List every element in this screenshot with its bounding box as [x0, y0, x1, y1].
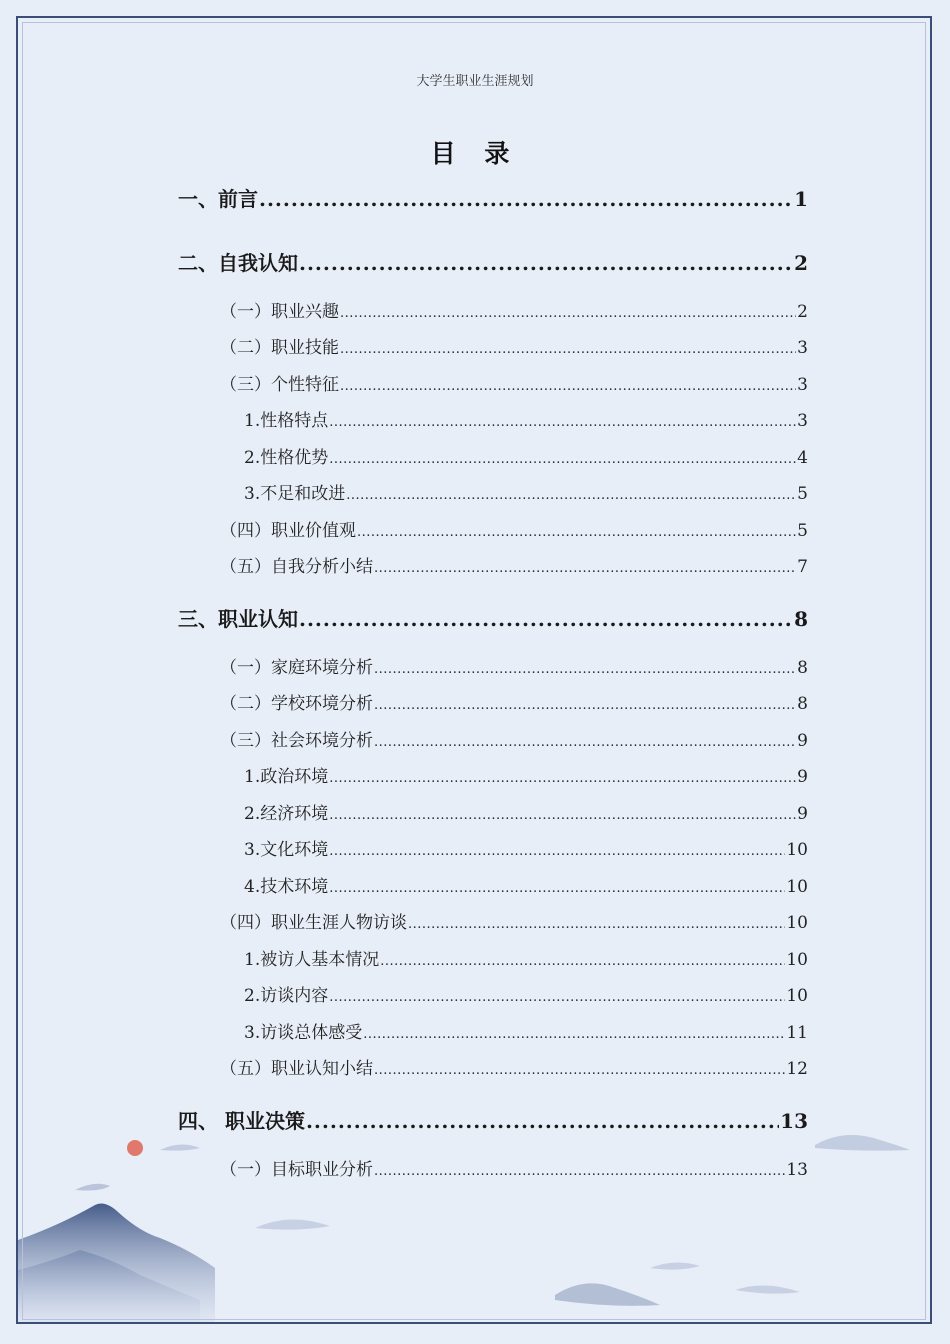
toc-entry-label: （一）家庭环境分析 [220, 658, 373, 678]
toc-leader-dots [374, 1164, 785, 1179]
toc-entry[interactable] [178, 443, 808, 468]
toc-entry-label: （一）职业兴趣 [220, 302, 339, 322]
toc-entry[interactable] [178, 908, 808, 933]
toc-entry-page: 10 [786, 986, 808, 1006]
toc-entry-label: 2.经济环境 [244, 804, 329, 824]
toc-entry[interactable] [178, 552, 808, 577]
toc-entry-label: （三）个性特征 [220, 375, 339, 395]
toc-entry-label: （三）社会环境分析 [220, 731, 373, 751]
toc-entry-label: 1.性格特点 [244, 411, 329, 431]
toc-entry-label: 3.文化环境 [244, 840, 329, 860]
toc-entry[interactable] [178, 1054, 808, 1079]
toc-entry-page: 8 [797, 694, 808, 714]
toc-leader-dots [329, 771, 796, 786]
toc-entry[interactable] [178, 653, 808, 678]
toc-leader-dots [380, 954, 785, 969]
toc-leader-dots [346, 488, 796, 503]
toc-entry-label: 4.技术环境 [244, 877, 329, 897]
toc-entry-page: 13 [780, 1109, 808, 1133]
toc-leader-dots [329, 808, 796, 823]
toc-entry[interactable] [178, 762, 808, 787]
toc-entry[interactable] [178, 799, 808, 824]
toc-entry[interactable] [178, 835, 808, 860]
toc-entry-page: 13 [786, 1160, 808, 1180]
toc-entry-page: 8 [794, 607, 808, 631]
toc-entry[interactable] [178, 247, 808, 276]
toc-entry[interactable] [178, 1018, 808, 1043]
toc-entry-label: （二）职业技能 [220, 338, 339, 358]
toc-entry-page: 4 [797, 448, 808, 468]
toc-entry-label: 2.访谈内容 [244, 986, 329, 1006]
toc-leader-dots [329, 452, 796, 467]
toc-leader-dots [340, 379, 796, 394]
toc-entry-label: （五）职业认知小结 [220, 1059, 373, 1079]
toc-leader-dots [329, 415, 796, 430]
toc-entry-page: 7 [797, 557, 808, 577]
toc-entry[interactable] [178, 1105, 808, 1134]
toc-leader-dots [329, 881, 785, 896]
toc-leader-dots [374, 735, 796, 750]
toc-entry[interactable] [178, 945, 808, 970]
toc-entry-label: （四）职业生涯人物访谈 [220, 913, 407, 933]
toc-entry[interactable] [178, 297, 808, 322]
toc-entry-label: 1.政治环境 [244, 767, 329, 787]
toc-entry-label: 三、职业认知 [178, 607, 298, 631]
toc-entry[interactable] [178, 406, 808, 431]
toc-entry-label: （五）自我分析小结 [220, 557, 373, 577]
toc-entry[interactable] [178, 872, 808, 897]
toc-leader-dots [340, 342, 796, 357]
toc-entry-page: 3 [797, 338, 808, 358]
toc-entry-page: 5 [797, 521, 808, 541]
toc-entry-page: 9 [797, 731, 808, 751]
toc-entry-label: （四）职业价值观 [220, 521, 356, 541]
toc-entry-page: 1 [794, 187, 808, 211]
toc-entry-page: 9 [797, 804, 808, 824]
toc-entry[interactable] [178, 370, 808, 395]
toc-entry-label: 四、 职业决策 [178, 1109, 305, 1133]
toc-entry[interactable] [178, 183, 808, 212]
toc-leader-dots [329, 844, 785, 859]
toc-leader-dots [299, 607, 793, 631]
toc-leader-dots [357, 525, 796, 540]
toc-entry-label: （一）目标职业分析 [220, 1160, 373, 1180]
toc-entry[interactable] [178, 981, 808, 1006]
toc-leader-dots [374, 662, 796, 677]
toc-entry-page: 10 [786, 877, 808, 897]
toc-entry-label: 1.被访人基本情况 [244, 950, 380, 970]
toc-entry-page: 10 [786, 913, 808, 933]
toc-entry-page: 10 [786, 950, 808, 970]
toc-leader-dots [329, 990, 785, 1005]
toc-entry[interactable] [178, 726, 808, 751]
toc-entry[interactable] [178, 1155, 808, 1180]
toc-entry-page: 11 [786, 1023, 808, 1043]
toc-leader-dots [408, 917, 785, 932]
toc-entry-page: 2 [797, 302, 808, 322]
toc-entry-label: 3.访谈总体感受 [244, 1023, 363, 1043]
toc-title: 目 录 [430, 139, 520, 168]
toc-leader-dots [340, 306, 796, 321]
toc-entry[interactable] [178, 333, 808, 358]
page-header: 大学生职业生涯规划 [416, 74, 534, 89]
toc-entry-page: 12 [786, 1059, 808, 1079]
toc-entry[interactable] [178, 516, 808, 541]
toc-entry[interactable] [178, 479, 808, 504]
toc-entry-page: 10 [786, 840, 808, 860]
toc-entry-page: 3 [797, 375, 808, 395]
toc-leader-dots [363, 1027, 785, 1042]
toc-leader-dots [259, 187, 793, 211]
toc-leader-dots [374, 561, 796, 576]
toc-entry-page: 3 [797, 411, 808, 431]
toc-entry-page: 9 [797, 767, 808, 787]
toc-entry-label: 3.不足和改进 [244, 484, 346, 504]
toc-entry-label: 2.性格优势 [244, 448, 329, 468]
toc-entry[interactable] [178, 603, 808, 632]
toc-entry-page: 2 [794, 251, 808, 275]
toc-leader-dots [374, 1063, 785, 1078]
toc-entry-label: 一、前言 [178, 187, 258, 211]
toc-leader-dots [299, 251, 793, 275]
toc-entry-label: 二、自我认知 [178, 251, 298, 275]
toc-entry-page: 8 [797, 658, 808, 678]
toc-entry-page: 5 [797, 484, 808, 504]
toc-leader-dots [374, 698, 796, 713]
toc-entry-label: （二）学校环境分析 [220, 694, 373, 714]
toc-leader-dots [306, 1109, 779, 1133]
toc-entry[interactable] [178, 689, 808, 714]
